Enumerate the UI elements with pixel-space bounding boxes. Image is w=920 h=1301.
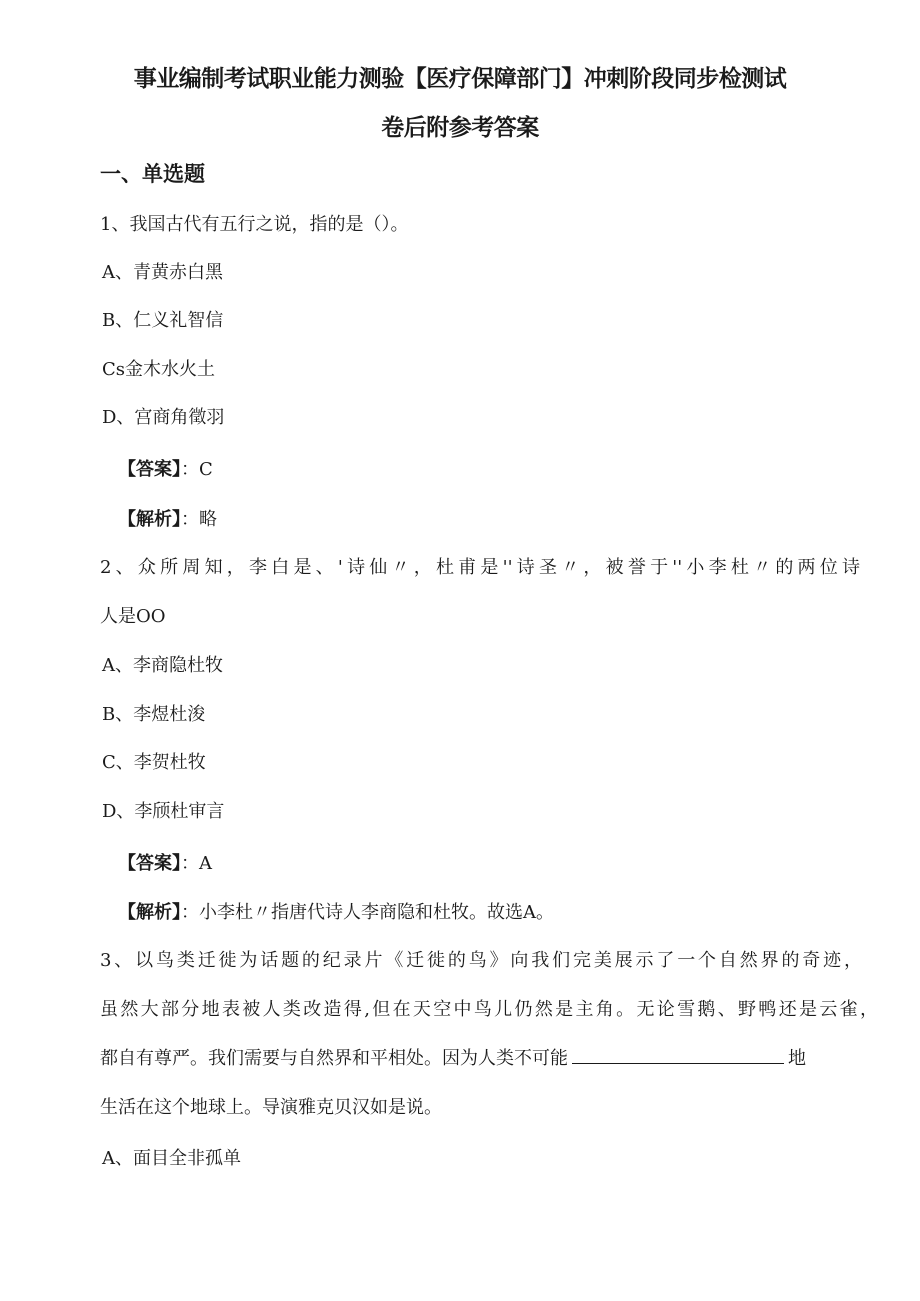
question-3-option-a: A、面目全非孤单 bbox=[102, 1148, 241, 1169]
question-2-option-d: D、李颀杜审言 bbox=[102, 801, 225, 822]
answer-value: ：C bbox=[181, 459, 213, 480]
answer-label: 【答案】 bbox=[118, 853, 181, 874]
document-title-line-2: 卷后附参考答案 bbox=[381, 115, 539, 141]
section-heading: 一、单选题 bbox=[100, 162, 205, 186]
stem-text-after-blank: 地 bbox=[788, 1048, 806, 1069]
question-1-stem: 1、我国古代有五行之说，指的是（）。 bbox=[100, 214, 409, 235]
analysis-value: ：略 bbox=[181, 509, 217, 530]
fill-in-blank bbox=[572, 1049, 784, 1064]
question-2-option-a: A、李商隐杜牧 bbox=[102, 655, 223, 676]
stem-text-before-blank: 都自有尊严。我们需要与自然界和平相处。因为人类不可能 bbox=[100, 1048, 568, 1069]
answer-value: ：A bbox=[181, 853, 212, 874]
question-1-answer bbox=[118, 455, 213, 481]
question-2-analysis bbox=[118, 898, 554, 924]
question-2-answer bbox=[118, 849, 212, 875]
question-3-stem-line-2: 虽然大部分地表被人类改造得,但在天空中鸟儿仍然是主角。无论雪鹅、野鸭还是云雀， bbox=[100, 999, 878, 1020]
question-2-option-b: B、李煜杜浚 bbox=[102, 704, 206, 725]
question-2-option-c: C、李贺杜牧 bbox=[102, 752, 206, 773]
question-1-analysis bbox=[118, 505, 217, 531]
question-2-stem-line-2: 人是OO bbox=[100, 606, 166, 627]
question-3-stem-line-4: 生活在这个地球上。导演雅克贝汉如是说。 bbox=[100, 1097, 442, 1118]
answer-label: 【答案】 bbox=[118, 459, 181, 480]
analysis-label: 【解析】 bbox=[118, 902, 181, 923]
question-3-stem-line-1: 3、以鸟类迁徙为话题的纪录片《迁徙的鸟》向我们完美展示了一个自然界的奇迹， bbox=[100, 950, 862, 971]
question-1-option-b: B、仁义礼智信 bbox=[102, 310, 224, 331]
question-1-option-c: Cs金木水火土 bbox=[102, 359, 216, 380]
document-title-line-1: 事业编制考试职业能力测验【医疗保障部门】冲刺阶段同步检测试 bbox=[133, 66, 787, 92]
analysis-value: ：小李杜〃指唐代诗人李商隐和杜牧。故选A。 bbox=[181, 902, 554, 923]
question-3-stem-line-3 bbox=[100, 1044, 806, 1070]
question-2-stem-line-1: 2、众所周知，李白是、'诗仙〃，杜甫是''诗圣〃，被誉于''小李杜〃的两位诗 bbox=[100, 557, 860, 578]
question-1-option-a: A、青黄赤白黑 bbox=[102, 262, 223, 283]
analysis-label: 【解析】 bbox=[118, 509, 181, 530]
question-1-option-d: D、宫商角徵羽 bbox=[102, 407, 225, 428]
